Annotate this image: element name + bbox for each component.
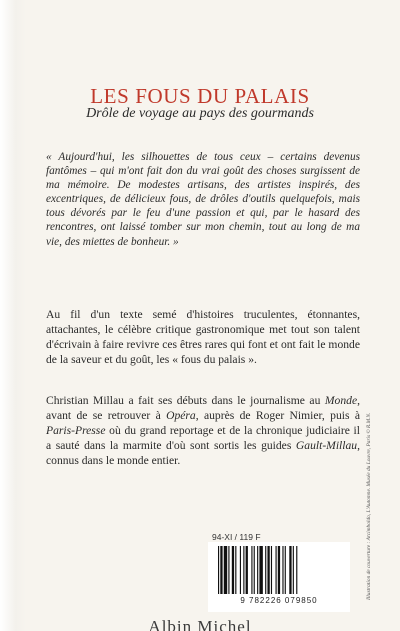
bio-text-3: , auprès de Roger Nimier, puis à <box>195 408 360 422</box>
bio-title-opera: Opéra <box>166 408 196 422</box>
bio-text-5: , connus dans le monde entier. <box>46 438 360 467</box>
isbn-digits: 9 782226 079850 <box>240 596 318 605</box>
barcode-bars-icon <box>216 546 342 594</box>
bio-title-monde: Monde <box>324 394 358 407</box>
summary-paragraph: Au fil d'un texte semé d'histoires truculentes, étonnantes, attachantes, le célèbre critique gastronomique met tout son talent d'écrivain à faire revivre ces êtres rares qui font et ont fait le monde de la saveur et du goût, les « fous du palais ». <box>46 308 360 366</box>
author-quote: « Aujourd'hui, les silhouettes de tous ceux – certains devenus fantômes – qui m'ont fait don du vrai goût des choses surgissent de ma mémoire. De modestes artisans, des artistes inspirés, des excentriques, de délicieux fous, de drôles d'outils quelquefois, mais tous dévorés par le feu d'une passion et qui, par le hasard des rencontres, ont laissé tomber sur mon chemin, tout au long de ma vie, des miettes de bonheur. » <box>46 151 360 248</box>
publisher-name: Albin Michel <box>148 617 252 631</box>
bio-text-1: Christian Millau a fait ses débuts dans le journalisme au <box>46 394 325 407</box>
cover-illustration-credit: Illustration de couverture : Arcimboldo, L'Automne. Musée du Louvre, Paris © R.M.N. <box>366 412 372 600</box>
author-bio-paragraph <box>46 394 360 469</box>
bio-text-2: , avant de se retrouver à <box>46 394 360 422</box>
isbn-barcode <box>208 542 350 612</box>
price-code: 94-XI / 119 F <box>212 532 261 542</box>
bio-title-paris-presse: Paris-Presse <box>46 423 106 437</box>
book-title: LES FOUS DU PALAIS <box>90 84 310 108</box>
bio-text-4: où du grand reportage et de la chronique judiciaire il a sauté dans la marmite d'où sont sortis les guides <box>46 423 360 452</box>
bio-title-gault-millau: Gault-Millau <box>295 438 358 452</box>
book-subtitle: Drôle de voyage au pays des gourmands <box>86 106 314 121</box>
